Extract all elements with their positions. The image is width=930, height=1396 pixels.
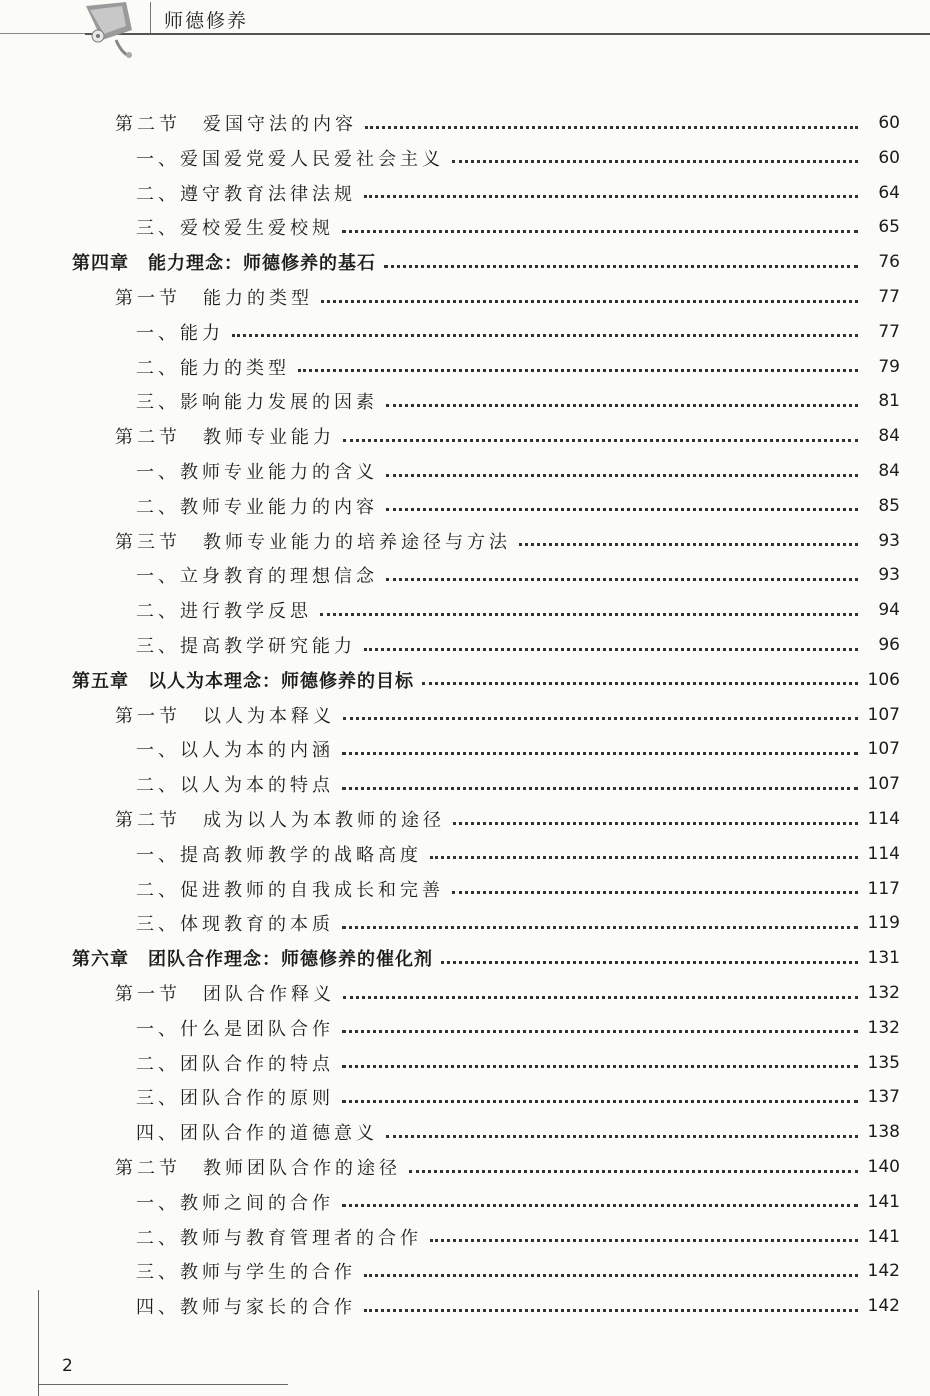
toc-entry-title: 四、教师与家长的合作 (136, 1297, 356, 1319)
toc-entry-title: 一、能力 (136, 322, 224, 344)
toc-entry-title: 一、以人为本的内涵 (136, 740, 334, 762)
toc-item (136, 595, 900, 625)
toc-entry-title: 二、进行教学反思 (136, 601, 312, 623)
toc-page-number: 76 (878, 252, 900, 273)
dot-leader (430, 1237, 858, 1242)
page-number: 2 (62, 1356, 73, 1376)
toc-item (136, 212, 900, 242)
dot-leader (386, 1133, 858, 1138)
dot-leader (519, 541, 858, 546)
dot-leader (386, 506, 858, 511)
toc-entry-title: 第一节 团队合作释义 (115, 984, 335, 1005)
toc-page-number: 106 (867, 669, 900, 690)
toc-page-number: 137 (867, 1087, 900, 1108)
toc-entry-title: 三、爱校爱生爱校规 (136, 218, 334, 240)
dot-leader (430, 854, 858, 859)
toc-item (136, 769, 900, 799)
dot-leader (409, 1168, 858, 1173)
toc-section (115, 108, 900, 138)
toc-entry-title: 第四章 能力理念：师德修养的基石 (72, 253, 376, 275)
toc-item (136, 839, 900, 869)
footer-rule-horizontal (38, 1384, 288, 1385)
dot-leader (342, 785, 858, 790)
dot-leader (364, 193, 858, 198)
toc-page-number: 119 (867, 913, 900, 934)
toc-page-number: 64 (878, 182, 900, 203)
header-divider (150, 2, 151, 33)
toc-entry-title: 一、什么是团队合作 (136, 1018, 334, 1040)
toc-item (136, 1082, 900, 1112)
toc-page-number: 79 (878, 356, 900, 377)
toc-entry-title: 一、爱国爱党爱人民爱社会主义 (136, 148, 444, 170)
toc-page-number: 132 (867, 1017, 900, 1038)
flower-logo-icon (82, 0, 142, 60)
toc-chapter (72, 247, 900, 277)
toc-entry-title: 第二节 教师专业能力 (115, 427, 335, 449)
toc-entry-title: 第一节 以人为本释义 (115, 705, 335, 727)
toc-item (136, 1187, 900, 1217)
toc-item (136, 630, 900, 660)
toc-item (136, 1256, 900, 1286)
dot-leader (298, 367, 858, 372)
toc-entry-title: 第五章 以人为本理念：师德修养的目标 (72, 670, 414, 692)
header-rule-left (0, 33, 85, 34)
toc-page-number: 131 (867, 948, 900, 969)
toc-page-number: 107 (867, 739, 900, 760)
dot-leader (386, 576, 858, 581)
header-rule (85, 33, 930, 35)
toc-entry-title: 一、立身教育的理想信念 (136, 566, 378, 588)
toc-item (136, 386, 900, 416)
toc-page-number: 93 (878, 565, 900, 586)
toc-page-number: 114 (867, 809, 900, 829)
toc-entry-title: 第一节 能力的类型 (115, 288, 313, 309)
toc-entry-title: 三、体现教育的本质 (136, 914, 334, 936)
dot-leader (441, 959, 858, 964)
toc-entry-title: 一、教师之间的合作 (136, 1192, 334, 1214)
dot-leader (342, 924, 858, 929)
toc-item (136, 874, 900, 904)
dot-leader (422, 680, 858, 685)
dot-leader (453, 820, 858, 825)
toc-page-number: 60 (878, 147, 900, 168)
dot-leader (232, 332, 858, 337)
toc-entry-title: 一、提高教师教学的战略高度 (136, 844, 422, 866)
toc-item (136, 352, 900, 382)
toc-page-number: 96 (878, 635, 900, 655)
dot-leader (342, 750, 858, 755)
toc-item (136, 178, 900, 208)
toc-chapter (72, 943, 900, 973)
toc-page-number: 138 (867, 1122, 900, 1143)
toc-entry-title: 第二节 爱国守法的内容 (115, 114, 357, 135)
toc-item (136, 1117, 900, 1147)
toc-page-number: 60 (878, 113, 900, 133)
toc-page-number: 117 (867, 878, 900, 899)
dot-leader (343, 715, 858, 720)
toc-entry-title: 二、促进教师的自我成长和完善 (136, 879, 444, 901)
toc-section (115, 282, 900, 312)
dot-leader (384, 263, 858, 268)
dot-leader (342, 1098, 858, 1103)
toc-page-number: 107 (867, 774, 900, 795)
toc-entry-title: 三、影响能力发展的因素 (136, 392, 378, 414)
toc-item (136, 1222, 900, 1252)
dot-leader (321, 298, 858, 303)
toc-entry-title: 二、能力的类型 (136, 357, 290, 379)
toc-page-number: 84 (878, 461, 900, 481)
dot-leader (320, 611, 858, 616)
toc-item (136, 734, 900, 764)
toc-item (136, 491, 900, 521)
toc-item (136, 560, 900, 590)
dot-leader (452, 158, 858, 163)
dot-leader (386, 402, 858, 407)
toc-chapter (72, 665, 900, 695)
dot-leader (342, 1202, 858, 1207)
toc-page-number: 81 (878, 391, 900, 412)
toc-entry-title: 第二节 成为以人为本教师的途径 (115, 810, 445, 831)
toc-section (115, 421, 900, 451)
toc-entry-title: 第六章 团队合作理念：师德修养的催化剂 (72, 949, 433, 971)
toc-entry-title: 二、遵守教育法律法规 (136, 183, 356, 205)
toc-page-number: 65 (878, 217, 900, 238)
toc-page-number: 107 (867, 704, 900, 725)
toc-entry-title: 第二节 教师团队合作的途径 (115, 1158, 401, 1179)
toc-page-number: 93 (878, 530, 900, 551)
toc-page-number: 142 (867, 1261, 900, 1282)
toc-entry-title: 三、教师与学生的合作 (136, 1262, 356, 1284)
dot-leader (364, 1307, 858, 1312)
toc-item (136, 908, 900, 938)
toc-entry-title: 二、教师专业能力的内容 (136, 496, 378, 518)
toc-page-number: 84 (878, 426, 900, 447)
toc-item (136, 1291, 900, 1321)
toc-section (115, 700, 900, 730)
toc-item (136, 317, 900, 347)
toc-entry-title: 四、团队合作的道德意义 (136, 1123, 378, 1145)
toc-entry-title: 三、团队合作的原则 (136, 1088, 334, 1110)
toc-entry-title: 第三节 教师专业能力的培养途径与方法 (115, 531, 511, 553)
dot-leader (364, 646, 858, 651)
footer-rule-vertical (38, 1290, 39, 1396)
toc-item (136, 1013, 900, 1043)
toc-item (136, 1048, 900, 1078)
dot-leader (386, 472, 858, 477)
dot-leader (364, 1272, 858, 1277)
toc-entry-title: 一、教师专业能力的含义 (136, 462, 378, 483)
dot-leader (342, 1063, 858, 1068)
dot-leader (365, 124, 858, 129)
toc-page-number: 135 (867, 1052, 900, 1073)
dot-leader (452, 889, 858, 894)
toc-section (115, 1152, 900, 1182)
toc-page-number: 114 (867, 843, 900, 864)
toc-page-number: 141 (867, 1191, 900, 1212)
toc-page-number: 77 (878, 287, 900, 307)
toc-page-number: 140 (867, 1157, 900, 1177)
toc-page-number: 141 (867, 1226, 900, 1247)
dot-leader (343, 994, 858, 999)
toc-page-number: 85 (878, 495, 900, 516)
page-header (0, 0, 930, 42)
dot-leader (342, 228, 858, 233)
toc-page-number: 132 (867, 983, 900, 1003)
toc-page-number: 94 (878, 600, 900, 621)
toc-section (115, 804, 900, 834)
toc-entry-title: 三、提高教学研究能力 (136, 636, 356, 657)
dot-leader (342, 1028, 858, 1033)
toc-entry-title: 二、教师与教育管理者的合作 (136, 1227, 422, 1249)
toc-section (115, 978, 900, 1008)
toc-item (136, 143, 900, 173)
toc-page-number: 142 (867, 1296, 900, 1317)
toc-item (136, 456, 900, 486)
dot-leader (343, 437, 858, 442)
running-header-title: 师德修养 (164, 10, 249, 32)
toc-entry-title: 二、团队合作的特点 (136, 1053, 334, 1075)
toc-entry-title: 二、以人为本的特点 (136, 775, 334, 797)
toc-section (115, 526, 900, 556)
toc-page-number: 77 (878, 321, 900, 342)
